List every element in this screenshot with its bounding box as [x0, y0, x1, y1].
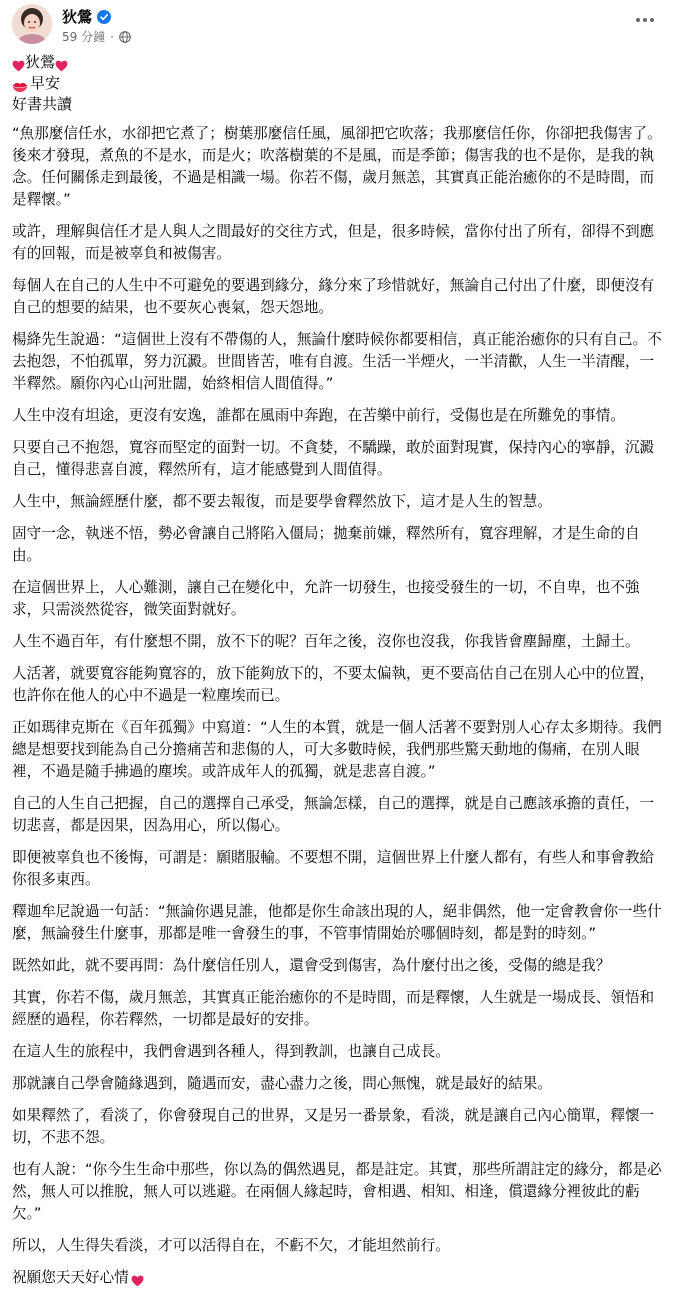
paragraph: 既然如此，就不要再問：為什麼信任別人，還會受到傷害，為什麼付出之後，受傷的總是我？ — [12, 957, 611, 974]
intro-line-greeting — [12, 73, 664, 94]
post-header — [0, 0, 676, 46]
avatar-image — [12, 4, 52, 44]
paragraph: 正如瑪律克斯在《百年孤獨》中寫道：“人生的本質，就是一個人活著不要對別人心存太多期待。我們總是想要找到能為自己分擔痛苦和悲傷的人，可大多數時候，我們那些驚天動地的傷痛，在別人眼裡，不過是隨手拂過的塵埃。或許成年人的孤獨，就是悲喜自渡。” — [12, 719, 662, 780]
post-intro — [12, 52, 664, 115]
paragraph: 人生不過百年，有什麼想不開，放不下的呢？百年之後，沒你也沒我，你我皆會塵歸塵，土歸土。 — [12, 633, 640, 650]
post-body — [12, 52, 664, 1299]
paragraph: 那就讓自己學會隨緣遇到，隨遇而安，盡心盡力之後，問心無愧，就是最好的結果。 — [12, 1075, 552, 1092]
verified-badge-icon — [97, 10, 111, 24]
paragraph: 如果釋然了，看淡了，你會發現自己的世界，又是另一番景象，看淡，就是讓自己內心簡單，釋懷一切，不悲不怨。 — [12, 1107, 655, 1146]
heart-icon — [12, 57, 25, 69]
intro-title-text: 好書共讀 — [12, 95, 73, 113]
paragraph: 在這人生的旅程中，我們會遇到各種人，得到教訓，也讓自己成長。 — [12, 1043, 450, 1060]
paragraph: 所以，人生得失看淡，才可以活得自在，不虧不欠，才能坦然前行。 — [12, 1237, 450, 1254]
author-name-link[interactable] — [62, 6, 111, 27]
paragraph: 其實，你若不傷，歲月無恙，其實真正能治癒你的不是時間，而是釋懷，人生就是一場成長、領悟和經歷的過程，你若釋然，一切都是最好的安排。 — [12, 989, 655, 1028]
closing-line — [12, 1267, 664, 1289]
lips-icon — [12, 78, 28, 90]
paragraph: 楊絳先生說過：“這個世上沒有不帶傷的人，無論什麼時候你都要相信，真正能治癒你的只有自己。不去抱怨，不怕孤單，努力沉澱。世間皆苦，唯有自渡。生活一半煙火，一半清歡，人生一半清醒，一半釋然。願你內心山河壯闊，始終相信人間值得。” — [12, 331, 662, 392]
globe-icon — [119, 31, 131, 43]
more-options-icon[interactable] — [632, 10, 658, 30]
meta-separator: · — [110, 29, 114, 44]
intro-line-name — [12, 52, 664, 73]
paragraph: 固守一念，執迷不悟，勢必會讓自己將陷入僵局；拋棄前嫌，釋然所有，寬容理解，才是生命的自由。 — [12, 525, 640, 564]
closing-text: 祝願您天天好心情 — [12, 1269, 129, 1286]
paragraph: 自己的人生自己把握，自己的選擇自己承受，無論怎樣，自己的選擇，就是自己應該承擔的責任，一切悲喜，都是因果，因為用心，所以傷心。 — [12, 795, 655, 834]
post-paragraphs — [12, 123, 664, 1289]
heart-icon — [55, 57, 68, 69]
heart-icon — [131, 1272, 144, 1284]
paragraph: 或許，理解與信任才是人與人之間最好的交往方式，但是，很多時候，當你付出了所有，卻得不到應有的回報，而是被辜負和被傷害。 — [12, 223, 655, 262]
paragraph: “魚那麼信任水，水卻把它煮了；樹葉那麼信任風，風卻把它吹落；我那麼信任你，你卻把我傷害了。後來才發現，煮魚的不是水，而是火；吹落樹葉的不是風，而是季節；傷害我的也不是你，是我的執念。任何關係走到最後，不過是相識一場。你若不傷，歲月無恙，其實真正能治癒你的不是時間，而是釋懷。” — [12, 125, 662, 208]
paragraph: 人生中，無論經歷什麼，都不要去報復，而是要學會釋然放下，這才是人生的智慧。 — [12, 493, 552, 510]
intro-name: 狄鶯 — [25, 53, 56, 71]
author-name: 狄鶯 — [62, 8, 93, 26]
paragraph: 在這個世界上，人心難測，讓自己在變化中，允許一切發生，也接受發生的一切，不自卑，也不強求，只需淡然從容，微笑面對就好。 — [12, 579, 640, 618]
paragraph: 每個人在自己的人生中不可避免的要遇到緣分，緣分來了珍惜就好，無論自己付出了什麼，即便沒有自己的想要的結果，也不要灰心喪氣，怨天怨地。 — [12, 277, 655, 316]
greeting-text: 早安 — [30, 74, 61, 92]
intro-line-title — [12, 94, 664, 115]
paragraph: 也有人說：“你今生生命中那些，你以為的偶然遇見，都是註定。其實，那些所謂註定的緣分，都是必然，無人可以推脫，無人可以逃避。在兩個人緣起時，會相遇、相知、相逢，償還緣分裡彼此的虧欠。” — [12, 1161, 662, 1222]
paragraph: 人生中沒有坦途，更沒有安逸，誰都在風雨中奔跑，在苦樂中前行，受傷也是在所難免的事情。 — [12, 407, 625, 424]
paragraph: 釋迦牟尼說過一句話：“無論你遇見誰，他都是你生命該出現的人，絕非偶然，他一定會教會你一些什麼，無論發生什麼事，那都是唯一會發生的事，不管事情開始於哪個時刻，都是對的時刻。” — [12, 903, 662, 942]
post-meta — [62, 28, 131, 45]
paragraph: 即便被辜負也不後悔，可謂是：願賭服輸。不要想不開，這個世界上什麼人都有，有些人和事會教給你很多東西。 — [12, 849, 655, 888]
paragraph: 只要自己不抱怨，寬容而堅定的面對一切。不貪婪，不驕躁，敢於面對現實，保持內心的寧靜，沉澱自己，懂得悲喜自渡，釋然所有，這才能感覺到人間值得。 — [12, 439, 655, 478]
post-timestamp[interactable]: 59 分鐘 — [62, 30, 106, 44]
paragraph: 人活著，就要寬容能夠寬容的，放下能夠放下的，不要太偏執，更不要高估自己在別人心中的位置，也許你在他人的心中不過是一粒塵埃而已。 — [12, 665, 655, 704]
author-avatar[interactable] — [12, 4, 52, 44]
